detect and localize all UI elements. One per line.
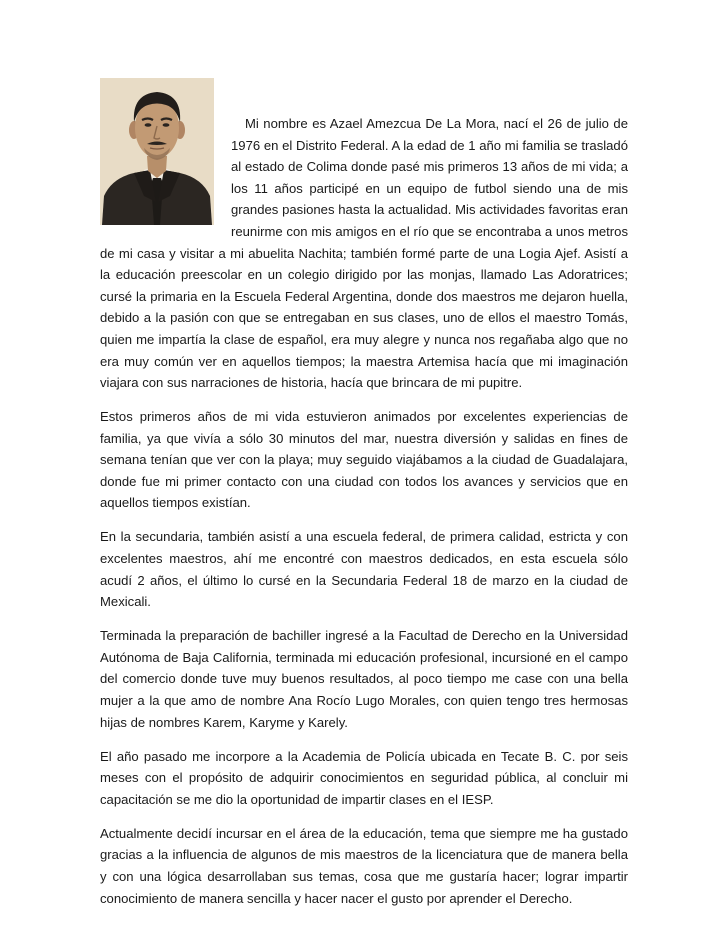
paragraph: Terminada la preparación de bachiller ingresé a la Facultad de Derecho en la Universidad Autónoma de Baja California, terminada mi educación profesional, incursioné en el campo del comercio donde tuve muy buenos resultados, al poco tiempo me case con una bella mujer a la que amo de nombre Ana Rocío Lugo Morales, con quien tengo tres hermosas hijas de nombres Karem, Karyme y Karely. — [100, 628, 628, 730]
portrait-photo — [100, 78, 214, 225]
paragraph: En la secundaria, también asistí a una escuela federal, de primera calidad, estricta y con excelentes maestros, ahí me encontré con maestros dedicados, en esta escuela sólo acudí 2 años, el último lo cursé en la Secundaria Federal 18 de marzo en la ciudad de Mexicali. — [100, 529, 628, 610]
paragraph: Actualmente decidí incursar en el área de la educación, tema que siempre me ha gustado gracias a la influencia de algunos de mis maestros de la licenciatura que de manera bella y con una lógica desarrollaban sus temas, cosa que me gustaría hacer; lograr impartir conocimiento de manera sencilla y hacer nacer el gusto por aprender el Derecho. — [100, 825, 628, 906]
document-body — [100, 113, 628, 922]
paragraph: Mi nombre es Azael Amezcua De La Mora, nací el 26 de julio de 1976 en el Distrito Federal. A la edad de 1 año mi familia se trasladó al estado de Colima donde pasé mis primeros 13 años de mi vida; a los 11 años participé en un equipo de futbol siendo una de mis grandes pasiones hasta la actualidad. Mis actividades favoritas eran reunirme con mis amigos en el río que se encontraba a unos metros de mi casa y visitar a mi abuelita Nachita; también formé parte de una Logia Ajef. Asistí a la educación preescolar en un colegio dirigido por las monjas, llamado Las Adoratrices; cursé la primaria en la Escuela Federal Argentina, donde dos maestros me dejaron huella, debido a la pasión con que se entregaban en sus clases, uno de ellos el maestro Tomás, quien me impartía la clase de español, era muy alegre y nunca nos regañaba algo que no era muy común ver en aquellos tiempos; la maestra Artemisa hacía que mi imaginación viajara con sus narraciones de historia, hacía que brincara de mi pupitre. — [100, 116, 628, 391]
paragraph: Estos primeros años de mi vida estuvieron animados por excelentes experiencias de familia, ya que vivía a sólo 30 minutos del mar, nuestra diversión y salidas en fines de semana tenían que ver con la playa; muy seguido viajábamos a la ciudad de Guadalajara, donde fue mi primer contacto con una ciudad con todos los avances y servicios que en aquellos tiempos existían. — [100, 409, 628, 511]
paragraph: El año pasado me incorpore a la Academia de Policía ubicada en Tecate B. C. por seis meses con el propósito de adquirir conocimientos en seguridad pública, al concluir mi capacitación se me dio la oportunidad de impartir clases en el IESP. — [100, 748, 628, 807]
portrait-icon — [100, 78, 214, 225]
